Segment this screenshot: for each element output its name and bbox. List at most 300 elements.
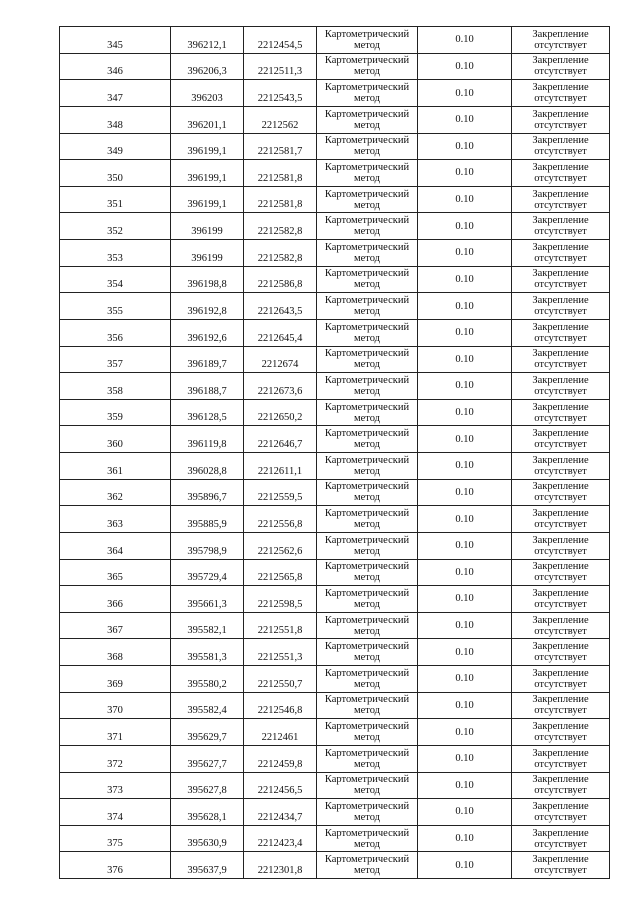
accuracy-cell: 0.10 bbox=[418, 772, 512, 799]
point-number-cell: 365 bbox=[60, 559, 171, 586]
fixation-cell-line-2: отсутствует bbox=[534, 758, 587, 770]
method-cell-line-1: Картометрический bbox=[324, 295, 410, 307]
fixation-cell-line-2: отсутствует bbox=[534, 226, 587, 238]
accuracy-cell: 0.10 bbox=[418, 506, 512, 533]
fixation-cell-line-1: Закрепление bbox=[532, 641, 589, 653]
method-cell-line-1: Картометрический bbox=[324, 481, 410, 493]
point-number-cell: 345 bbox=[60, 27, 171, 54]
fixation-cell-line-2: отсутствует bbox=[534, 279, 587, 291]
x-coordinate-cell: 396203 bbox=[171, 80, 244, 107]
method-cell-line-1: Картометрический bbox=[324, 82, 410, 94]
x-coordinate-cell: 395630,9 bbox=[171, 825, 244, 852]
method-cell-line-1: Картометрический bbox=[324, 641, 410, 653]
method-cell bbox=[317, 240, 418, 267]
accuracy-cell: 0.10 bbox=[418, 799, 512, 826]
x-coordinate-cell: 395581,3 bbox=[171, 639, 244, 666]
table-row bbox=[60, 506, 610, 533]
fixation-cell-line-1: Закрепление bbox=[532, 55, 589, 67]
accuracy-cell: 0.10 bbox=[418, 399, 512, 426]
method-cell-line-2: метод bbox=[353, 439, 381, 451]
table-row bbox=[60, 160, 610, 187]
fixation-cell-line-2: отсутствует bbox=[534, 678, 587, 690]
method-cell-line-2: метод bbox=[353, 865, 381, 877]
accuracy-cell: 0.10 bbox=[418, 106, 512, 133]
method-cell-line-2: метод bbox=[353, 119, 381, 131]
method-cell bbox=[317, 532, 418, 559]
table-row bbox=[60, 133, 610, 160]
accuracy-cell: 0.10 bbox=[418, 373, 512, 400]
method-cell bbox=[317, 53, 418, 80]
point-number-cell: 363 bbox=[60, 506, 171, 533]
method-cell bbox=[317, 160, 418, 187]
fixation-cell-line-1: Закрепление bbox=[532, 614, 589, 626]
y-coordinate-cell: 2212454,5 bbox=[244, 27, 317, 54]
accuracy-cell: 0.10 bbox=[418, 612, 512, 639]
fixation-cell bbox=[512, 106, 610, 133]
accuracy-cell: 0.10 bbox=[418, 745, 512, 772]
x-coordinate-cell: 396199 bbox=[171, 240, 244, 267]
method-cell-line-1: Картометрический bbox=[324, 55, 410, 67]
table-row bbox=[60, 453, 610, 480]
method-cell-line-1: Картометрический bbox=[324, 241, 410, 253]
coordinates-table-body bbox=[60, 27, 610, 879]
fixation-cell-line-1: Закрепление bbox=[532, 401, 589, 413]
method-cell-line-2: метод bbox=[353, 838, 381, 850]
accuracy-cell: 0.10 bbox=[418, 319, 512, 346]
method-cell bbox=[317, 666, 418, 693]
y-coordinate-cell: 2212586,8 bbox=[244, 266, 317, 293]
accuracy-cell: 0.10 bbox=[418, 453, 512, 480]
accuracy-cell: 0.10 bbox=[418, 532, 512, 559]
x-coordinate-cell: 396128,5 bbox=[171, 399, 244, 426]
method-cell-line-1: Картометрический bbox=[324, 321, 410, 333]
method-cell bbox=[317, 612, 418, 639]
method-cell bbox=[317, 453, 418, 480]
method-cell-line-1: Картометрический bbox=[324, 188, 410, 200]
accuracy-cell: 0.10 bbox=[418, 346, 512, 373]
method-cell-line-2: метод bbox=[353, 412, 381, 424]
fixation-cell-line-1: Закрепление bbox=[532, 374, 589, 386]
method-cell-line-1: Картометрический bbox=[324, 774, 410, 786]
method-cell-line-2: метод bbox=[353, 519, 381, 531]
fixation-cell-line-2: отсутствует bbox=[534, 66, 587, 78]
method-cell bbox=[317, 186, 418, 213]
fixation-cell bbox=[512, 266, 610, 293]
x-coordinate-cell: 395729,4 bbox=[171, 559, 244, 586]
table-row bbox=[60, 559, 610, 586]
accuracy-cell: 0.10 bbox=[418, 53, 512, 80]
fixation-cell-line-2: отсутствует bbox=[534, 652, 587, 664]
x-coordinate-cell: 396201,1 bbox=[171, 106, 244, 133]
method-cell-line-2: метод bbox=[353, 545, 381, 557]
y-coordinate-cell: 2212550,7 bbox=[244, 666, 317, 693]
point-number-cell: 357 bbox=[60, 346, 171, 373]
point-number-cell: 351 bbox=[60, 186, 171, 213]
table-row bbox=[60, 666, 610, 693]
fixation-cell-line-2: отсутствует bbox=[534, 625, 587, 637]
y-coordinate-cell: 2212423,4 bbox=[244, 825, 317, 852]
fixation-cell-line-1: Закрепление bbox=[532, 721, 589, 733]
y-coordinate-cell: 2212301,8 bbox=[244, 852, 317, 879]
y-coordinate-cell: 2212581,7 bbox=[244, 133, 317, 160]
fixation-cell bbox=[512, 346, 610, 373]
x-coordinate-cell: 395629,7 bbox=[171, 719, 244, 746]
fixation-cell-line-2: отсутствует bbox=[534, 519, 587, 531]
table-row bbox=[60, 27, 610, 54]
fixation-cell bbox=[512, 666, 610, 693]
fixation-cell bbox=[512, 612, 610, 639]
x-coordinate-cell: 395896,7 bbox=[171, 479, 244, 506]
fixation-cell-line-1: Закрепление bbox=[532, 135, 589, 147]
method-cell bbox=[317, 745, 418, 772]
table-row bbox=[60, 186, 610, 213]
method-cell-line-2: метод bbox=[353, 678, 381, 690]
y-coordinate-cell: 2212581,8 bbox=[244, 160, 317, 187]
table-row bbox=[60, 692, 610, 719]
method-cell-line-1: Картометрический bbox=[324, 348, 410, 360]
point-number-cell: 353 bbox=[60, 240, 171, 267]
y-coordinate-cell: 2212645,4 bbox=[244, 319, 317, 346]
method-cell-line-2: метод bbox=[353, 811, 381, 823]
fixation-cell-line-2: отсутствует bbox=[534, 199, 587, 211]
point-number-cell: 374 bbox=[60, 799, 171, 826]
point-number-cell: 361 bbox=[60, 453, 171, 480]
point-number-cell: 347 bbox=[60, 80, 171, 107]
x-coordinate-cell: 396028,8 bbox=[171, 453, 244, 480]
accuracy-cell: 0.10 bbox=[418, 586, 512, 613]
point-number-cell: 364 bbox=[60, 532, 171, 559]
method-cell-line-2: метод bbox=[353, 572, 381, 584]
point-number-cell: 375 bbox=[60, 825, 171, 852]
y-coordinate-cell: 2212556,8 bbox=[244, 506, 317, 533]
fixation-cell-line-1: Закрепление bbox=[532, 747, 589, 759]
accuracy-cell: 0.10 bbox=[418, 27, 512, 54]
table-row bbox=[60, 799, 610, 826]
method-cell bbox=[317, 692, 418, 719]
method-cell bbox=[317, 266, 418, 293]
fixation-cell-line-1: Закрепление bbox=[532, 534, 589, 546]
accuracy-cell: 0.10 bbox=[418, 160, 512, 187]
method-cell bbox=[317, 133, 418, 160]
y-coordinate-cell: 2212551,8 bbox=[244, 612, 317, 639]
fixation-cell bbox=[512, 852, 610, 879]
y-coordinate-cell: 2212562,6 bbox=[244, 532, 317, 559]
fixation-cell-line-2: отсутствует bbox=[534, 359, 587, 371]
y-coordinate-cell: 2212650,2 bbox=[244, 399, 317, 426]
y-coordinate-cell: 2212673,6 bbox=[244, 373, 317, 400]
method-cell-line-2: метод bbox=[353, 492, 381, 504]
x-coordinate-cell: 395580,2 bbox=[171, 666, 244, 693]
table-row bbox=[60, 106, 610, 133]
x-coordinate-cell: 396199 bbox=[171, 213, 244, 240]
method-cell bbox=[317, 346, 418, 373]
method-cell-line-1: Картометрический bbox=[324, 454, 410, 466]
method-cell-line-1: Картометрический bbox=[324, 401, 410, 413]
method-cell-line-1: Картометрический bbox=[324, 747, 410, 759]
fixation-cell bbox=[512, 692, 610, 719]
table-row bbox=[60, 319, 610, 346]
fixation-cell-line-1: Закрепление bbox=[532, 268, 589, 280]
method-cell-line-1: Картометрический bbox=[324, 28, 410, 40]
method-cell-line-2: метод bbox=[353, 146, 381, 158]
x-coordinate-cell: 396199,1 bbox=[171, 133, 244, 160]
table-row bbox=[60, 745, 610, 772]
point-number-cell: 354 bbox=[60, 266, 171, 293]
fixation-cell-line-2: отсутствует bbox=[534, 785, 587, 797]
fixation-cell-line-2: отсутствует bbox=[534, 492, 587, 504]
x-coordinate-cell: 396192,6 bbox=[171, 319, 244, 346]
point-number-cell: 362 bbox=[60, 479, 171, 506]
fixation-cell bbox=[512, 745, 610, 772]
method-cell bbox=[317, 799, 418, 826]
method-cell bbox=[317, 852, 418, 879]
fixation-cell bbox=[512, 825, 610, 852]
method-cell-line-1: Картометрический bbox=[324, 534, 410, 546]
fixation-cell-line-1: Закрепление bbox=[532, 161, 589, 173]
method-cell bbox=[317, 213, 418, 240]
accuracy-cell: 0.10 bbox=[418, 133, 512, 160]
table-row bbox=[60, 639, 610, 666]
method-cell-line-2: метод bbox=[353, 732, 381, 744]
method-cell-line-2: метод bbox=[353, 199, 381, 211]
y-coordinate-cell: 2212511,3 bbox=[244, 53, 317, 80]
point-number-cell: 373 bbox=[60, 772, 171, 799]
method-cell bbox=[317, 319, 418, 346]
table-row bbox=[60, 852, 610, 879]
fixation-cell-line-2: отсутствует bbox=[534, 172, 587, 184]
y-coordinate-cell: 2212543,5 bbox=[244, 80, 317, 107]
point-number-cell: 352 bbox=[60, 213, 171, 240]
fixation-cell-line-1: Закрепление bbox=[532, 295, 589, 307]
accuracy-cell: 0.10 bbox=[418, 666, 512, 693]
y-coordinate-cell: 2212546,8 bbox=[244, 692, 317, 719]
fixation-cell bbox=[512, 213, 610, 240]
accuracy-cell: 0.10 bbox=[418, 559, 512, 586]
method-cell-line-1: Картометрический bbox=[324, 614, 410, 626]
fixation-cell-line-2: отсутствует bbox=[534, 838, 587, 850]
x-coordinate-cell: 396206,3 bbox=[171, 53, 244, 80]
x-coordinate-cell: 396189,7 bbox=[171, 346, 244, 373]
fixation-cell-line-1: Закрепление bbox=[532, 108, 589, 120]
point-number-cell: 372 bbox=[60, 745, 171, 772]
fixation-cell-line-2: отсутствует bbox=[534, 705, 587, 717]
point-number-cell: 358 bbox=[60, 373, 171, 400]
method-cell-line-1: Картометрический bbox=[324, 694, 410, 706]
fixation-cell-line-2: отсутствует bbox=[534, 39, 587, 51]
fixation-cell-line-1: Закрепление bbox=[532, 561, 589, 573]
fixation-cell bbox=[512, 772, 610, 799]
accuracy-cell: 0.10 bbox=[418, 80, 512, 107]
fixation-cell bbox=[512, 559, 610, 586]
fixation-cell-line-2: отсутствует bbox=[534, 119, 587, 131]
y-coordinate-cell: 2212598,5 bbox=[244, 586, 317, 613]
point-number-cell: 370 bbox=[60, 692, 171, 719]
fixation-cell-line-1: Закрепление bbox=[532, 215, 589, 227]
point-number-cell: 359 bbox=[60, 399, 171, 426]
fixation-cell bbox=[512, 399, 610, 426]
method-cell bbox=[317, 825, 418, 852]
fixation-cell-line-2: отсутствует bbox=[534, 439, 587, 451]
method-cell-line-1: Картометрический bbox=[324, 827, 410, 839]
fixation-cell bbox=[512, 506, 610, 533]
method-cell bbox=[317, 426, 418, 453]
fixation-cell bbox=[512, 319, 610, 346]
accuracy-cell: 0.10 bbox=[418, 639, 512, 666]
method-cell-line-1: Картометрический bbox=[324, 135, 410, 147]
method-cell-line-1: Картометрический bbox=[324, 161, 410, 173]
method-cell bbox=[317, 559, 418, 586]
method-cell-line-1: Картометрический bbox=[324, 561, 410, 573]
fixation-cell-line-2: отсутствует bbox=[534, 252, 587, 264]
table-row bbox=[60, 825, 610, 852]
table-row bbox=[60, 719, 610, 746]
fixation-cell-line-1: Закрепление bbox=[532, 587, 589, 599]
accuracy-cell: 0.10 bbox=[418, 479, 512, 506]
fixation-cell-line-2: отсутствует bbox=[534, 545, 587, 557]
method-cell-line-2: метод bbox=[353, 625, 381, 637]
method-cell-line-1: Картометрический bbox=[324, 508, 410, 520]
accuracy-cell: 0.10 bbox=[418, 293, 512, 320]
accuracy-cell: 0.10 bbox=[418, 186, 512, 213]
fixation-cell-line-2: отсутствует bbox=[534, 572, 587, 584]
method-cell bbox=[317, 772, 418, 799]
fixation-cell bbox=[512, 586, 610, 613]
x-coordinate-cell: 395627,8 bbox=[171, 772, 244, 799]
x-coordinate-cell: 395627,7 bbox=[171, 745, 244, 772]
y-coordinate-cell: 2212611,1 bbox=[244, 453, 317, 480]
method-cell-line-2: метод bbox=[353, 332, 381, 344]
fixation-cell-line-1: Закрепление bbox=[532, 508, 589, 520]
method-cell-line-2: метод bbox=[353, 598, 381, 610]
point-number-cell: 349 bbox=[60, 133, 171, 160]
y-coordinate-cell: 2212582,8 bbox=[244, 240, 317, 267]
method-cell bbox=[317, 27, 418, 54]
fixation-cell bbox=[512, 719, 610, 746]
y-coordinate-cell: 2212643,5 bbox=[244, 293, 317, 320]
x-coordinate-cell: 396199,1 bbox=[171, 160, 244, 187]
method-cell-line-1: Картометрический bbox=[324, 428, 410, 440]
point-number-cell: 348 bbox=[60, 106, 171, 133]
fixation-cell bbox=[512, 186, 610, 213]
fixation-cell-line-1: Закрепление bbox=[532, 82, 589, 94]
method-cell-line-2: метод bbox=[353, 279, 381, 291]
fixation-cell bbox=[512, 240, 610, 267]
point-number-cell: 350 bbox=[60, 160, 171, 187]
fixation-cell-line-1: Закрепление bbox=[532, 827, 589, 839]
fixation-cell-line-2: отсутствует bbox=[534, 332, 587, 344]
method-cell-line-2: метод bbox=[353, 705, 381, 717]
method-cell bbox=[317, 479, 418, 506]
accuracy-cell: 0.10 bbox=[418, 852, 512, 879]
method-cell-line-2: метод bbox=[353, 172, 381, 184]
fixation-cell-line-2: отсутствует bbox=[534, 732, 587, 744]
fixation-cell-line-1: Закрепление bbox=[532, 454, 589, 466]
fixation-cell-line-2: отсутствует bbox=[534, 385, 587, 397]
accuracy-cell: 0.10 bbox=[418, 240, 512, 267]
fixation-cell bbox=[512, 532, 610, 559]
method-cell bbox=[317, 293, 418, 320]
fixation-cell-line-2: отсутствует bbox=[534, 865, 587, 877]
coordinates-table bbox=[59, 26, 610, 879]
fixation-cell-line-1: Закрепление bbox=[532, 774, 589, 786]
fixation-cell-line-1: Закрепление bbox=[532, 694, 589, 706]
x-coordinate-cell: 396192,8 bbox=[171, 293, 244, 320]
method-cell bbox=[317, 373, 418, 400]
accuracy-cell: 0.10 bbox=[418, 426, 512, 453]
point-number-cell: 369 bbox=[60, 666, 171, 693]
method-cell-line-2: метод bbox=[353, 66, 381, 78]
fixation-cell bbox=[512, 479, 610, 506]
x-coordinate-cell: 396119,8 bbox=[171, 426, 244, 453]
fixation-cell-line-1: Закрепление bbox=[532, 28, 589, 40]
fixation-cell-line-1: Закрепление bbox=[532, 667, 589, 679]
y-coordinate-cell: 2212459,8 bbox=[244, 745, 317, 772]
fixation-cell-line-1: Закрепление bbox=[532, 348, 589, 360]
table-row bbox=[60, 532, 610, 559]
method-cell bbox=[317, 106, 418, 133]
y-coordinate-cell: 2212559,5 bbox=[244, 479, 317, 506]
method-cell-line-1: Картометрический bbox=[324, 374, 410, 386]
y-coordinate-cell: 2212461 bbox=[244, 719, 317, 746]
fixation-cell-line-2: отсутствует bbox=[534, 598, 587, 610]
y-coordinate-cell: 2212434,7 bbox=[244, 799, 317, 826]
method-cell-line-2: метод bbox=[353, 226, 381, 238]
x-coordinate-cell: 396199,1 bbox=[171, 186, 244, 213]
method-cell-line-2: метод bbox=[353, 652, 381, 664]
accuracy-cell: 0.10 bbox=[418, 213, 512, 240]
table-row bbox=[60, 399, 610, 426]
accuracy-cell: 0.10 bbox=[418, 692, 512, 719]
fixation-cell bbox=[512, 160, 610, 187]
fixation-cell bbox=[512, 799, 610, 826]
x-coordinate-cell: 395628,1 bbox=[171, 799, 244, 826]
fixation-cell-line-1: Закрепление bbox=[532, 188, 589, 200]
x-coordinate-cell: 395582,4 bbox=[171, 692, 244, 719]
table-row bbox=[60, 772, 610, 799]
table-row bbox=[60, 293, 610, 320]
fixation-cell bbox=[512, 426, 610, 453]
point-number-cell: 360 bbox=[60, 426, 171, 453]
table-row bbox=[60, 346, 610, 373]
y-coordinate-cell: 2212646,7 bbox=[244, 426, 317, 453]
table-row bbox=[60, 479, 610, 506]
point-number-cell: 376 bbox=[60, 852, 171, 879]
fixation-cell bbox=[512, 293, 610, 320]
method-cell bbox=[317, 586, 418, 613]
x-coordinate-cell: 395885,9 bbox=[171, 506, 244, 533]
y-coordinate-cell: 2212551,3 bbox=[244, 639, 317, 666]
point-number-cell: 356 bbox=[60, 319, 171, 346]
method-cell bbox=[317, 639, 418, 666]
y-coordinate-cell: 2212582,8 bbox=[244, 213, 317, 240]
method-cell-line-2: метод bbox=[353, 359, 381, 371]
point-number-cell: 368 bbox=[60, 639, 171, 666]
fixation-cell bbox=[512, 80, 610, 107]
point-number-cell: 371 bbox=[60, 719, 171, 746]
method-cell bbox=[317, 719, 418, 746]
fixation-cell-line-2: отсутствует bbox=[534, 146, 587, 158]
fixation-cell-line-1: Закрепление bbox=[532, 800, 589, 812]
fixation-cell bbox=[512, 639, 610, 666]
fixation-cell-line-2: отсутствует bbox=[534, 811, 587, 823]
method-cell-line-1: Картометрический bbox=[324, 215, 410, 227]
x-coordinate-cell: 395798,9 bbox=[171, 532, 244, 559]
point-number-cell: 355 bbox=[60, 293, 171, 320]
method-cell-line-1: Картометрический bbox=[324, 108, 410, 120]
method-cell-line-1: Картометрический bbox=[324, 800, 410, 812]
method-cell-line-2: метод bbox=[353, 758, 381, 770]
fixation-cell bbox=[512, 133, 610, 160]
